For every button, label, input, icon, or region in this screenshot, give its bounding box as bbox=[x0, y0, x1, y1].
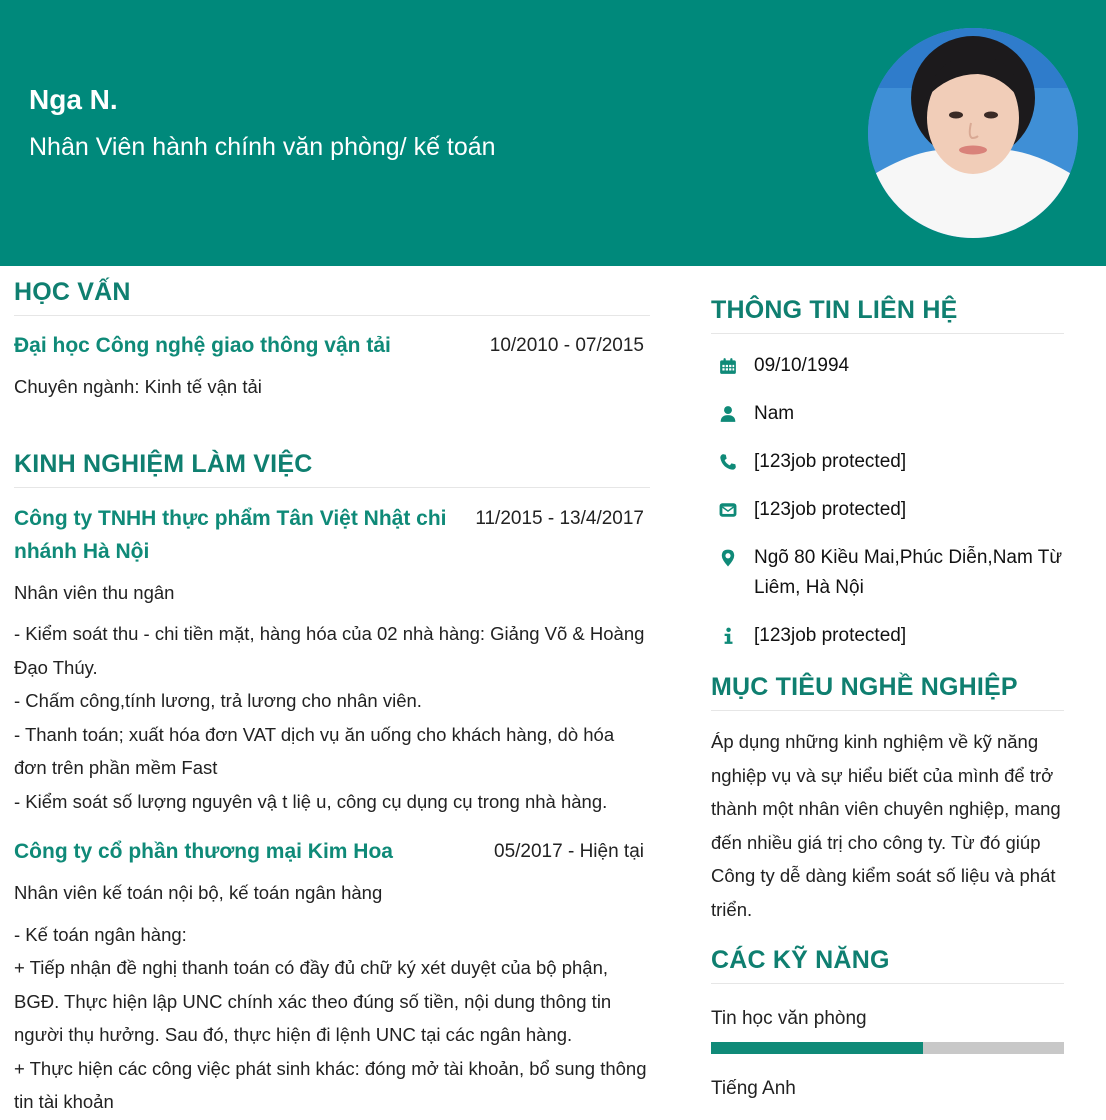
contact-gender bbox=[711, 399, 1064, 429]
map-marker-icon bbox=[719, 543, 737, 573]
contact-address bbox=[711, 543, 1064, 603]
calendar-icon bbox=[719, 351, 737, 381]
avatar bbox=[868, 28, 1078, 238]
experience-heading: KINH NGHIỆM LÀM VIỆC bbox=[14, 450, 650, 488]
contact-section bbox=[711, 296, 1064, 651]
experience-date: 11/2015 - 13/4/2017 bbox=[475, 507, 644, 529]
experience-item bbox=[14, 502, 650, 819]
info-icon bbox=[719, 621, 737, 651]
skill-item bbox=[711, 1074, 1064, 1104]
skill-progress-bar bbox=[711, 1042, 1064, 1054]
contact-heading: THÔNG TIN LIÊN HỆ bbox=[711, 296, 1064, 334]
skill-name: Tiếng Anh bbox=[711, 1078, 796, 1099]
objective-heading: MỤC TIÊU NGHỀ NGHIỆP bbox=[711, 673, 1064, 711]
candidate-job-title: Nhân Viên hành chính văn phòng/ kế toán bbox=[29, 133, 496, 161]
experience-position: Nhân viên kế toán nội bộ, kế toán ngân hàng bbox=[14, 882, 383, 903]
cv-header bbox=[0, 0, 1106, 266]
skill-progress-fill bbox=[711, 1042, 923, 1054]
contact-email[interactable] bbox=[711, 495, 1064, 525]
sidebar-column bbox=[711, 266, 1064, 1104]
school-name: Đại học Công nghệ giao thông vận tải bbox=[14, 334, 391, 357]
contact-value: Ngõ 80 Kiều Mai,Phúc Diễn,Nam Từ Liêm, Hà Nội bbox=[754, 547, 1063, 598]
experience-section bbox=[14, 450, 650, 1119]
education-major: Chuyên ngành: Kinh tế vận tải bbox=[14, 376, 262, 397]
experience-detail: - Kiểm soát thu - chi tiền mặt, hàng hóa của 02 nhà hàng: Giảng Võ & Hoàng Đạo Thúy. bbox=[14, 623, 645, 678]
education-section bbox=[14, 278, 650, 404]
envelope-icon bbox=[719, 495, 737, 525]
company-name: Công ty cổ phần thương mại Kim Hoa bbox=[14, 840, 393, 863]
candidate-name: Nga N. bbox=[29, 84, 118, 115]
contact-value: 09/10/1994 bbox=[754, 355, 850, 376]
education-item bbox=[14, 329, 650, 404]
experience-item bbox=[14, 835, 650, 1119]
experience-detail: - Chấm công,tính lương, trả lương cho nhân viên. bbox=[14, 690, 422, 711]
skills-section bbox=[711, 946, 1064, 1104]
contact-value[interactable]: [123job protected] bbox=[754, 499, 907, 520]
contact-birthdate bbox=[711, 351, 1064, 381]
experience-detail: - Kế toán ngân hàng: bbox=[14, 923, 187, 945]
experience-detail: + Thực hiện các công việc phát sinh khác: đóng mở tài khoản, bổ sung thông tin tài khoản bbox=[14, 1057, 647, 1112]
user-icon bbox=[719, 399, 737, 429]
skills-heading: CÁC KỸ NĂNG bbox=[711, 946, 1064, 984]
contact-phone[interactable] bbox=[711, 447, 1064, 477]
experience-date: 05/2017 - Hiện tại bbox=[494, 841, 644, 862]
contact-value[interactable]: [123job protected] bbox=[754, 451, 907, 472]
avatar-photo bbox=[868, 28, 1078, 238]
experience-position: Nhân viên thu ngân bbox=[14, 581, 175, 603]
contact-value: [123job protected] bbox=[754, 625, 907, 646]
education-date: 10/2010 - 07/2015 bbox=[489, 335, 644, 356]
company-name: Công ty TNHH thực phẩm Tân Việt Nhật chi nhánh Hà Nội bbox=[14, 506, 447, 563]
contact-info bbox=[711, 621, 1064, 651]
objective-section bbox=[711, 673, 1064, 926]
objective-text: Áp dụng những kinh nghiệm về kỹ năng nghiệp vụ và sự hiểu biết của mình để trở thành một nhân viên chuyên nghiệp, mang đến nhiều giá trị cho công ty. Từ đó giúp Công ty dễ dàng kiểm soát số liệu và phát triển. bbox=[711, 731, 1061, 920]
skill-name: Tin học văn phòng bbox=[711, 1008, 867, 1029]
experience-detail: - Kiểm soát số lượng nguyên vậ t liệ u, công cụ dụng cụ trong nhà hàng. bbox=[14, 790, 608, 812]
experience-detail: - Thanh toán; xuất hóa đơn VAT dịch vụ ăn uống cho khách hàng, dò hóa đơn trên phần mềm Fast bbox=[14, 723, 615, 778]
education-heading: HỌC VẤN bbox=[14, 278, 650, 316]
experience-detail: + Tiếp nhận đề nghị thanh toán có đầy đủ chữ ký xét duyệt của bộ phận, BGĐ. Thực hiện lập UNC chính xác theo đúng số tiền, nội dung thông tin người thụ hưởng. Sau đó, thực hiện đi lệnh UNC tại các ngân hàng. bbox=[14, 957, 612, 1045]
skill-item bbox=[711, 1004, 1064, 1054]
contact-value: Nam bbox=[754, 403, 795, 424]
phone-icon bbox=[719, 447, 737, 477]
main-column bbox=[14, 266, 650, 1119]
